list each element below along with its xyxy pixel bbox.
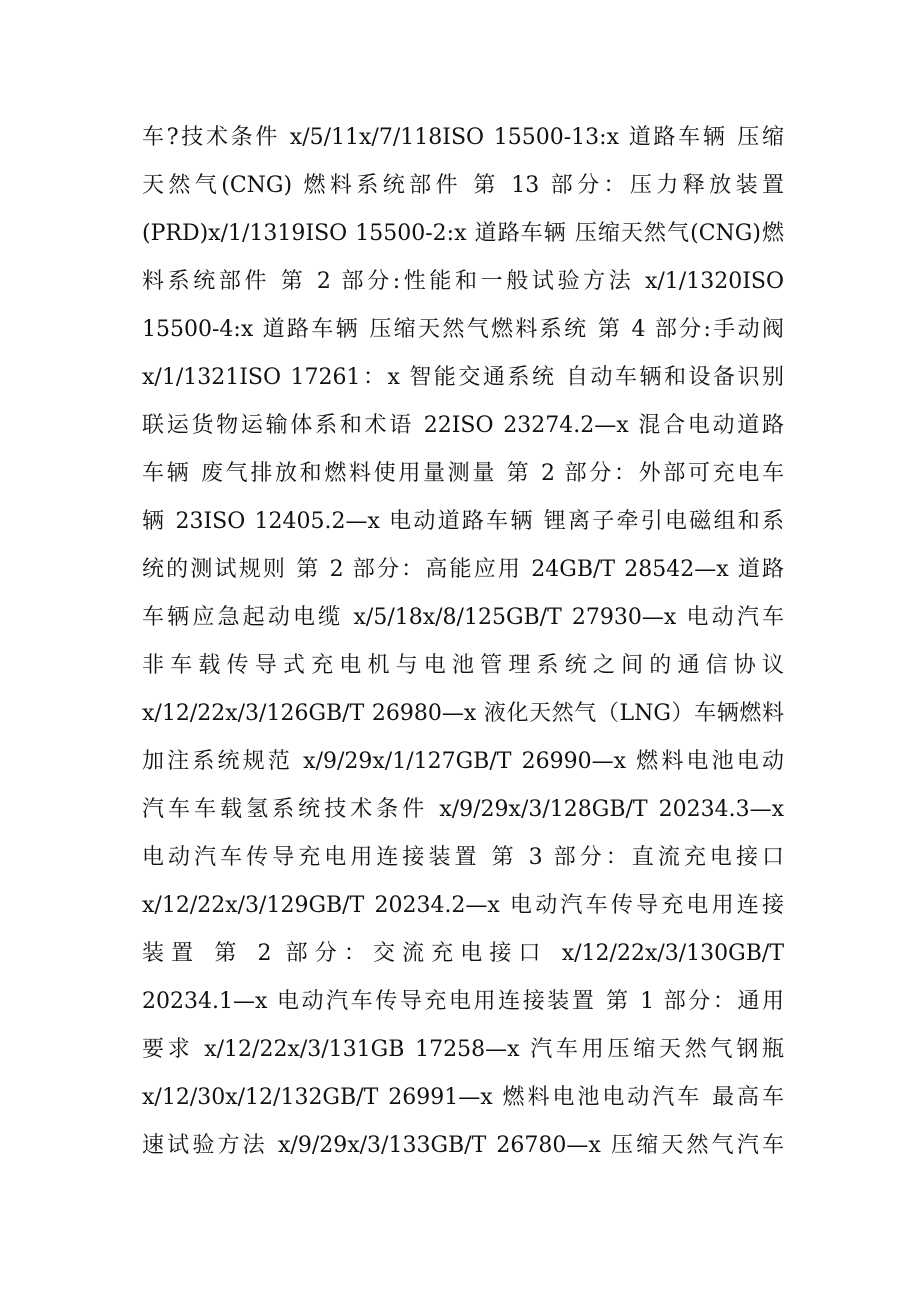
text-line: 车辆 废气排放和燃料使用量测量 第 2 部分：外部可充电车 [142,461,784,486]
text-line: x/12/22x/3/129GB/T 20234.2—x 电动汽车传导充电用连接 [142,893,784,918]
text-line: 非车载传导式充电机与电池管理系统之间的通信协议 [142,653,784,678]
text-line: (PRD)x/1/1319ISO 15500-2:x 道路车辆 压缩天然气(CNG)燃 [142,221,784,246]
text-line: x/12/30x/12/132GB/T 26991—x 燃料电池电动汽车 最高车 [142,1085,784,1110]
text-line: 车辆应急起动电缆 x/5/18x/8/125GB/T 27930—x 电动汽车 [142,605,784,630]
text-line: 天然气(CNG) 燃料系统部件 第 13 部分：压力释放装置 [142,173,784,198]
text-line: 电动汽车传导充电用连接装置 第 3 部分：直流充电接口 [142,845,784,870]
text-line: 料系统部件 第 2 部分:性能和一般试验方法 x/1/1320ISO [142,269,784,294]
text-line: 要求 x/12/22x/3/131GB 17258—x 汽车用压缩天然气钢瓶 [142,1037,784,1062]
text-line: 速试验方法 x/9/29x/3/133GB/T 26780—x 压缩天然气汽车 [142,1133,784,1158]
text-line: 20234.1—x 电动汽车传导充电用连接装置 第 1 部分：通用 [142,989,784,1014]
text-line: 汽车车载氢系统技术条件 x/9/29x/3/128GB/T 20234.3—x [142,797,784,822]
text-line: 加注系统规范 x/9/29x/1/127GB/T 26990—x 燃料电池电动 [142,749,784,774]
text-line: 车?技术条件 x/5/11x/7/118ISO 15500-13:x 道路车辆 压缩 [142,125,784,150]
body-text [142,114,784,1170]
text-line: 装置 第 2 部分：交流充电接口 x/12/22x/3/130GB/T [142,941,784,966]
text-line: 联运货物运输体系和术语 22ISO 23274.2—x 混合电动道路 [142,413,784,438]
text-line: x/12/22x/3/126GB/T 26980—x 液化天然气（LNG）车辆燃料 [142,701,784,726]
text-line: 辆 23ISO 12405.2—x 电动道路车辆 锂离子牵引电磁组和系 [142,509,784,534]
text-line: 统的测试规则 第 2 部分：高能应用 24GB/T 28542—x 道路 [142,557,784,582]
text-line: 15500-4:x 道路车辆 压缩天然气燃料系统 第 4 部分:手动阀 [142,317,784,342]
text-line: x/1/1321ISO 17261：x 智能交通系统 自动车辆和设备识别 [142,365,784,390]
